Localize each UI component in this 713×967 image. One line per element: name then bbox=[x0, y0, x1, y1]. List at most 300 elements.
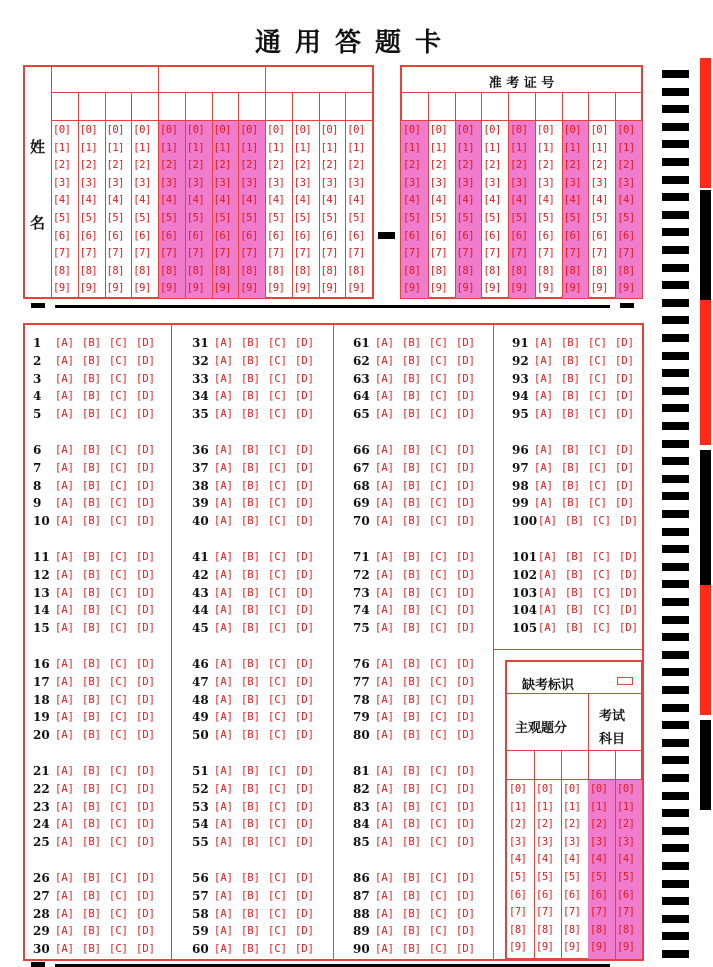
option-bubble-b: [B] bbox=[402, 907, 421, 920]
question-number: 17 bbox=[33, 674, 50, 689]
option-bubble-a: [A] bbox=[375, 800, 394, 813]
option-bubble-a: [A] bbox=[55, 836, 74, 849]
option-bubble-d: [D] bbox=[456, 889, 475, 902]
digit-bubble: [3] bbox=[267, 176, 285, 189]
digit-bubble: [7] bbox=[617, 247, 635, 260]
digit-bubble: [3] bbox=[509, 835, 527, 848]
digit-bubble: [8] bbox=[590, 264, 608, 277]
option-bubble-b: [B] bbox=[402, 551, 421, 563]
digit-bubble: [9] bbox=[456, 282, 475, 295]
digit-bubble: [2] bbox=[213, 159, 231, 172]
digit-bubble: [3] bbox=[347, 176, 365, 189]
option-bubble-a: [A] bbox=[214, 390, 233, 403]
digit-bubble: [5] bbox=[213, 212, 231, 224]
option-bubble-b: [B] bbox=[241, 765, 260, 777]
option-bubble-d: [D] bbox=[615, 337, 634, 349]
digit-bubble: [1] bbox=[563, 800, 581, 813]
option-bubble-c: [C] bbox=[592, 622, 611, 635]
grid-line bbox=[158, 66, 159, 92]
digit-bubble: [2] bbox=[293, 159, 312, 172]
option-bubble-b: [B] bbox=[402, 693, 421, 706]
option-bubble-c: [C] bbox=[268, 551, 287, 563]
digit-bubble: [0] bbox=[186, 124, 205, 136]
option-bubble-d: [D] bbox=[615, 372, 634, 385]
digit-bubble: [8] bbox=[347, 264, 365, 277]
digit-bubble: [9] bbox=[536, 282, 555, 295]
digit-bubble: [6] bbox=[213, 229, 231, 242]
digit-bubble: [6] bbox=[456, 229, 475, 242]
subjective-label: 主观题分 bbox=[515, 721, 568, 736]
option-bubble-b: [B] bbox=[82, 889, 101, 902]
separator-dash bbox=[378, 232, 395, 239]
digit-bubble: [5] bbox=[293, 212, 312, 224]
digit-bubble: [4] bbox=[53, 194, 71, 207]
option-bubble-b: [B] bbox=[82, 782, 101, 795]
digit-bubble: [3] bbox=[160, 176, 178, 189]
option-bubble-d: [D] bbox=[456, 711, 475, 724]
option-bubble-c: [C] bbox=[429, 925, 448, 938]
timing-mark bbox=[662, 721, 689, 729]
option-bubble-b: [B] bbox=[402, 818, 421, 831]
timing-mark bbox=[662, 369, 689, 377]
question-number: 20 bbox=[33, 728, 50, 743]
option-bubble-c: [C] bbox=[268, 925, 287, 938]
option-bubble-a: [A] bbox=[214, 943, 233, 956]
option-bubble-a: [A] bbox=[375, 872, 394, 884]
option-bubble-d: [D] bbox=[456, 622, 475, 635]
question-number: 32 bbox=[192, 353, 209, 368]
option-bubble-b: [B] bbox=[241, 907, 260, 920]
digit-bubble: [0] bbox=[563, 783, 581, 795]
option-bubble-c: [C] bbox=[429, 729, 448, 742]
digit-bubble: [3] bbox=[590, 835, 608, 848]
digit-bubble: [6] bbox=[106, 229, 124, 242]
timing-mark bbox=[662, 334, 689, 342]
option-bubble-a: [A] bbox=[55, 675, 74, 688]
digit-bubble: [1] bbox=[293, 141, 312, 154]
digit-bubble: [9] bbox=[483, 282, 501, 295]
digit-bubble: [5] bbox=[240, 212, 258, 224]
digit-bubble: [5] bbox=[79, 212, 98, 224]
absent-checkbox[interactable] bbox=[617, 677, 633, 685]
option-bubble-c: [C] bbox=[268, 568, 287, 581]
option-bubble-c: [C] bbox=[268, 497, 287, 510]
option-bubble-d: [D] bbox=[136, 907, 155, 920]
option-bubble-a: [A] bbox=[55, 461, 74, 474]
question-number: 46 bbox=[192, 657, 209, 671]
option-bubble-b: [B] bbox=[565, 604, 584, 617]
digit-bubble: [2] bbox=[509, 818, 527, 831]
question-number: 9 bbox=[33, 496, 42, 511]
digit-bubble: [9] bbox=[347, 282, 365, 295]
digit-bubble: [3] bbox=[536, 176, 555, 189]
grid-line bbox=[588, 92, 589, 298]
option-bubble-d: [D] bbox=[456, 408, 475, 421]
digit-bubble: [1] bbox=[617, 800, 635, 813]
option-bubble-a: [A] bbox=[214, 782, 233, 795]
timing-mark bbox=[662, 422, 689, 430]
option-bubble-c: [C] bbox=[109, 372, 128, 385]
digit-bubble: [9] bbox=[617, 941, 635, 954]
grid-line bbox=[265, 66, 266, 92]
digit-bubble: [9] bbox=[79, 282, 98, 295]
option-bubble-d: [D] bbox=[456, 872, 475, 884]
option-bubble-a: [A] bbox=[375, 729, 394, 742]
digit-bubble: [1] bbox=[240, 141, 258, 154]
option-bubble-a: [A] bbox=[375, 765, 394, 777]
question-number: 42 bbox=[192, 567, 209, 582]
option-bubble-c: [C] bbox=[109, 729, 128, 742]
digit-bubble: [9] bbox=[133, 282, 151, 295]
timing-mark bbox=[662, 633, 689, 641]
digit-bubble: [4] bbox=[456, 194, 475, 207]
question-number: 99 bbox=[512, 496, 529, 511]
option-bubble-a: [A] bbox=[538, 586, 557, 599]
option-bubble-d: [D] bbox=[295, 943, 314, 956]
timing-mark bbox=[662, 651, 689, 659]
question-number: 76 bbox=[353, 657, 370, 671]
option-bubble-a: [A] bbox=[214, 568, 233, 581]
option-bubble-b: [B] bbox=[82, 925, 101, 938]
option-bubble-a: [A] bbox=[538, 515, 557, 528]
question-number: 89 bbox=[353, 924, 370, 939]
option-bubble-a: [A] bbox=[375, 444, 394, 456]
timing-mark bbox=[662, 70, 689, 78]
digit-bubble: [6] bbox=[267, 229, 285, 242]
grid-line bbox=[401, 92, 642, 93]
option-bubble-c: [C] bbox=[109, 782, 128, 795]
digit-bubble: [4] bbox=[403, 194, 421, 207]
option-bubble-c: [C] bbox=[268, 604, 287, 617]
question-number: 6 bbox=[33, 443, 42, 457]
option-bubble-a: [A] bbox=[214, 551, 233, 563]
option-bubble-c: [C] bbox=[268, 675, 287, 688]
option-bubble-c: [C] bbox=[429, 461, 448, 474]
digit-bubble: [6] bbox=[509, 888, 527, 901]
digit-bubble: [1] bbox=[160, 141, 178, 154]
grid-line bbox=[265, 92, 266, 298]
option-bubble-a: [A] bbox=[55, 693, 74, 706]
option-bubble-d: [D] bbox=[295, 658, 314, 670]
option-bubble-b: [B] bbox=[402, 800, 421, 813]
digit-bubble: [2] bbox=[483, 159, 501, 172]
digit-bubble: [0] bbox=[320, 124, 338, 136]
timing-mark bbox=[662, 316, 689, 324]
digit-bubble: [3] bbox=[536, 835, 554, 848]
digit-bubble: [8] bbox=[617, 923, 635, 936]
timing-mark bbox=[662, 510, 689, 518]
question-number: 58 bbox=[192, 906, 209, 921]
grid-line bbox=[319, 92, 320, 298]
question-number: 16 bbox=[33, 657, 50, 671]
option-bubble-d: [D] bbox=[295, 711, 314, 724]
option-bubble-d: [D] bbox=[615, 390, 634, 403]
option-bubble-b: [B] bbox=[402, 408, 421, 421]
question-number: 78 bbox=[353, 692, 370, 707]
digit-bubble: [0] bbox=[617, 124, 635, 136]
digit-bubble: [5] bbox=[160, 212, 178, 224]
digit-bubble: [7] bbox=[267, 247, 285, 260]
grid-line bbox=[238, 92, 239, 298]
option-bubble-d: [D] bbox=[456, 551, 475, 563]
option-bubble-a: [A] bbox=[214, 872, 233, 884]
option-bubble-d: [D] bbox=[295, 354, 314, 367]
digit-bubble: [5] bbox=[536, 871, 554, 883]
option-bubble-c: [C] bbox=[268, 479, 287, 492]
option-bubble-c: [C] bbox=[109, 711, 128, 724]
question-number: 96 bbox=[512, 443, 529, 457]
option-bubble-a: [A] bbox=[55, 818, 74, 831]
option-bubble-a: [A] bbox=[214, 693, 233, 706]
timing-mark bbox=[662, 792, 689, 800]
digit-bubble: [9] bbox=[106, 282, 124, 295]
digit-bubble: [0] bbox=[536, 124, 555, 136]
option-bubble-d: [D] bbox=[136, 658, 155, 670]
question-number: 56 bbox=[192, 871, 209, 885]
digit-bubble: [0] bbox=[347, 124, 365, 136]
option-bubble-b: [B] bbox=[402, 782, 421, 795]
option-bubble-c: [C] bbox=[268, 622, 287, 635]
question-number: 15 bbox=[33, 621, 50, 636]
option-bubble-d: [D] bbox=[456, 444, 475, 456]
option-bubble-c: [C] bbox=[429, 907, 448, 920]
digit-bubble: [8] bbox=[536, 264, 555, 277]
question-number: 44 bbox=[192, 603, 209, 618]
option-bubble-c: [C] bbox=[268, 372, 287, 385]
option-bubble-b: [B] bbox=[82, 372, 101, 385]
option-bubble-c: [C] bbox=[429, 800, 448, 813]
question-number: 83 bbox=[353, 799, 370, 814]
option-bubble-c: [C] bbox=[268, 782, 287, 795]
option-bubble-d: [D] bbox=[295, 461, 314, 474]
digit-bubble: [3] bbox=[240, 176, 258, 189]
option-bubble-c: [C] bbox=[429, 693, 448, 706]
question-number: 40 bbox=[192, 514, 209, 529]
option-bubble-c: [C] bbox=[268, 818, 287, 831]
digit-bubble: [6] bbox=[79, 229, 98, 242]
digit-bubble: [8] bbox=[536, 923, 554, 936]
digit-bubble: [5] bbox=[429, 212, 448, 224]
digit-bubble: [3] bbox=[133, 176, 151, 189]
digit-bubble: [8] bbox=[213, 264, 231, 277]
option-bubble-c: [C] bbox=[588, 337, 607, 349]
option-bubble-b: [B] bbox=[402, 444, 421, 456]
question-number: 86 bbox=[353, 871, 370, 885]
digit-bubble: [7] bbox=[106, 247, 124, 260]
digit-bubble: [2] bbox=[79, 159, 98, 172]
subject-label-1: 考试 bbox=[599, 709, 626, 724]
option-bubble-d: [D] bbox=[295, 907, 314, 920]
option-bubble-c: [C] bbox=[429, 711, 448, 724]
question-number: 74 bbox=[353, 603, 370, 618]
option-bubble-d: [D] bbox=[456, 675, 475, 688]
digit-bubble: [6] bbox=[563, 888, 581, 901]
digit-bubble: [3] bbox=[213, 176, 231, 189]
option-bubble-c: [C] bbox=[429, 943, 448, 956]
timing-mark bbox=[662, 580, 689, 588]
option-bubble-b: [B] bbox=[565, 551, 584, 563]
digit-bubble: [5] bbox=[106, 212, 124, 224]
option-bubble-b: [B] bbox=[241, 497, 260, 510]
digit-bubble: [9] bbox=[536, 941, 554, 954]
option-bubble-c: [C] bbox=[268, 390, 287, 403]
option-bubble-a: [A] bbox=[214, 337, 233, 349]
option-bubble-a: [A] bbox=[214, 925, 233, 938]
question-number: 97 bbox=[512, 460, 529, 475]
option-bubble-d: [D] bbox=[456, 479, 475, 492]
option-bubble-c: [C] bbox=[429, 765, 448, 777]
option-bubble-d: [D] bbox=[136, 729, 155, 742]
option-bubble-a: [A] bbox=[55, 729, 74, 742]
option-bubble-c: [C] bbox=[429, 444, 448, 456]
digit-bubble: [1] bbox=[509, 800, 527, 813]
digit-bubble: [3] bbox=[53, 176, 71, 189]
digit-bubble: [9] bbox=[267, 282, 285, 295]
option-bubble-c: [C] bbox=[592, 551, 611, 563]
digit-bubble: [3] bbox=[79, 176, 98, 189]
option-bubble-a: [A] bbox=[55, 658, 74, 670]
digit-bubble: [7] bbox=[213, 247, 231, 260]
option-bubble-d: [D] bbox=[456, 943, 475, 956]
option-bubble-b: [B] bbox=[241, 800, 260, 813]
option-bubble-b: [B] bbox=[241, 408, 260, 421]
option-bubble-c: [C] bbox=[109, 943, 128, 956]
option-bubble-b: [B] bbox=[402, 337, 421, 349]
digit-bubble: [4] bbox=[186, 194, 205, 207]
option-bubble-d: [D] bbox=[136, 390, 155, 403]
option-bubble-d: [D] bbox=[295, 872, 314, 884]
digit-bubble: [3] bbox=[510, 176, 528, 189]
option-bubble-b: [B] bbox=[241, 337, 260, 349]
option-bubble-a: [A] bbox=[55, 711, 74, 724]
option-bubble-c: [C] bbox=[429, 372, 448, 385]
digit-bubble: [5] bbox=[403, 212, 421, 224]
option-bubble-a: [A] bbox=[375, 551, 394, 563]
question-number: 57 bbox=[192, 888, 209, 903]
question-number: 21 bbox=[33, 764, 50, 778]
option-bubble-c: [C] bbox=[268, 907, 287, 920]
question-number: 4 bbox=[33, 389, 42, 404]
digit-bubble: [6] bbox=[133, 229, 151, 242]
question-number: 54 bbox=[192, 817, 209, 832]
option-bubble-b: [B] bbox=[241, 836, 260, 849]
digit-bubble: [8] bbox=[563, 264, 582, 277]
digit-bubble: [0] bbox=[429, 124, 448, 136]
digit-bubble: [1] bbox=[617, 141, 635, 154]
option-bubble-a: [A] bbox=[214, 515, 233, 528]
digit-bubble: [8] bbox=[240, 264, 258, 277]
digit-bubble: [3] bbox=[617, 835, 635, 848]
digit-bubble: [7] bbox=[240, 247, 258, 260]
timing-mark bbox=[662, 158, 689, 166]
option-bubble-a: [A] bbox=[538, 604, 557, 617]
digit-bubble: [1] bbox=[267, 141, 285, 154]
digit-bubble: [6] bbox=[536, 888, 554, 901]
option-bubble-a: [A] bbox=[375, 836, 394, 849]
digit-bubble: [8] bbox=[267, 264, 285, 277]
option-bubble-c: [C] bbox=[429, 515, 448, 528]
grid-line bbox=[534, 750, 535, 959]
option-bubble-d: [D] bbox=[136, 586, 155, 599]
digit-bubble: [2] bbox=[53, 159, 71, 172]
question-number: 105 bbox=[512, 621, 538, 636]
digit-bubble: [7] bbox=[590, 906, 608, 919]
option-bubble-a: [A] bbox=[55, 497, 74, 510]
option-bubble-d: [D] bbox=[615, 479, 634, 492]
question-number: 26 bbox=[33, 871, 50, 885]
option-bubble-d: [D] bbox=[295, 586, 314, 599]
question-number: 25 bbox=[33, 835, 50, 850]
option-bubble-d: [D] bbox=[136, 408, 155, 421]
digit-bubble: [3] bbox=[293, 176, 312, 189]
timing-mark bbox=[662, 827, 689, 835]
digit-bubble: [0] bbox=[483, 124, 501, 136]
option-bubble-a: [A] bbox=[375, 943, 394, 956]
option-bubble-b: [B] bbox=[241, 390, 260, 403]
option-bubble-c: [C] bbox=[588, 408, 607, 421]
digit-bubble: [9] bbox=[590, 282, 608, 295]
option-bubble-c: [C] bbox=[429, 586, 448, 599]
digit-bubble: [3] bbox=[617, 176, 635, 189]
option-bubble-c: [C] bbox=[109, 872, 128, 884]
digit-bubble: [4] bbox=[133, 194, 151, 207]
option-bubble-b: [B] bbox=[241, 586, 260, 599]
card-title: 通用答题卡 bbox=[254, 28, 455, 58]
option-bubble-d: [D] bbox=[136, 818, 155, 831]
digit-bubble: [5] bbox=[347, 212, 365, 224]
option-bubble-a: [A] bbox=[55, 408, 74, 421]
option-bubble-b: [B] bbox=[82, 943, 101, 956]
digit-bubble: [6] bbox=[240, 229, 258, 242]
question-number: 65 bbox=[353, 407, 370, 422]
option-bubble-a: [A] bbox=[375, 390, 394, 403]
option-bubble-d: [D] bbox=[295, 925, 314, 938]
digit-bubble: [2] bbox=[133, 159, 151, 172]
question-number: 37 bbox=[192, 460, 209, 475]
timing-mark bbox=[662, 404, 689, 412]
grid-line bbox=[185, 92, 186, 298]
digit-bubble: [2] bbox=[106, 159, 124, 172]
option-bubble-c: [C] bbox=[429, 658, 448, 670]
option-bubble-c: [C] bbox=[109, 497, 128, 510]
option-bubble-d: [D] bbox=[295, 568, 314, 581]
option-bubble-d: [D] bbox=[295, 551, 314, 563]
option-bubble-d: [D] bbox=[456, 390, 475, 403]
question-number: 10 bbox=[33, 514, 50, 529]
option-bubble-b: [B] bbox=[402, 604, 421, 617]
digit-bubble: [0] bbox=[53, 124, 71, 136]
digit-bubble: [0] bbox=[510, 124, 528, 136]
digit-bubble: [8] bbox=[429, 264, 448, 277]
option-bubble-c: [C] bbox=[429, 782, 448, 795]
option-bubble-a: [A] bbox=[55, 943, 74, 956]
option-bubble-b: [B] bbox=[561, 479, 580, 492]
option-bubble-d: [D] bbox=[136, 479, 155, 492]
digit-bubble: [8] bbox=[186, 264, 205, 277]
question-number: 30 bbox=[33, 942, 50, 957]
digit-bubble: [1] bbox=[347, 141, 365, 154]
digit-bubble: [9] bbox=[429, 282, 448, 295]
timing-mark bbox=[662, 739, 689, 747]
digit-bubble: [6] bbox=[293, 229, 312, 242]
option-bubble-a: [A] bbox=[375, 604, 394, 617]
timing-mark bbox=[662, 880, 689, 888]
timing-mark bbox=[662, 932, 689, 940]
digit-bubble: [1] bbox=[456, 141, 475, 154]
option-bubble-a: [A] bbox=[375, 497, 394, 510]
option-bubble-d: [D] bbox=[136, 800, 155, 813]
option-bubble-d: [D] bbox=[136, 836, 155, 849]
